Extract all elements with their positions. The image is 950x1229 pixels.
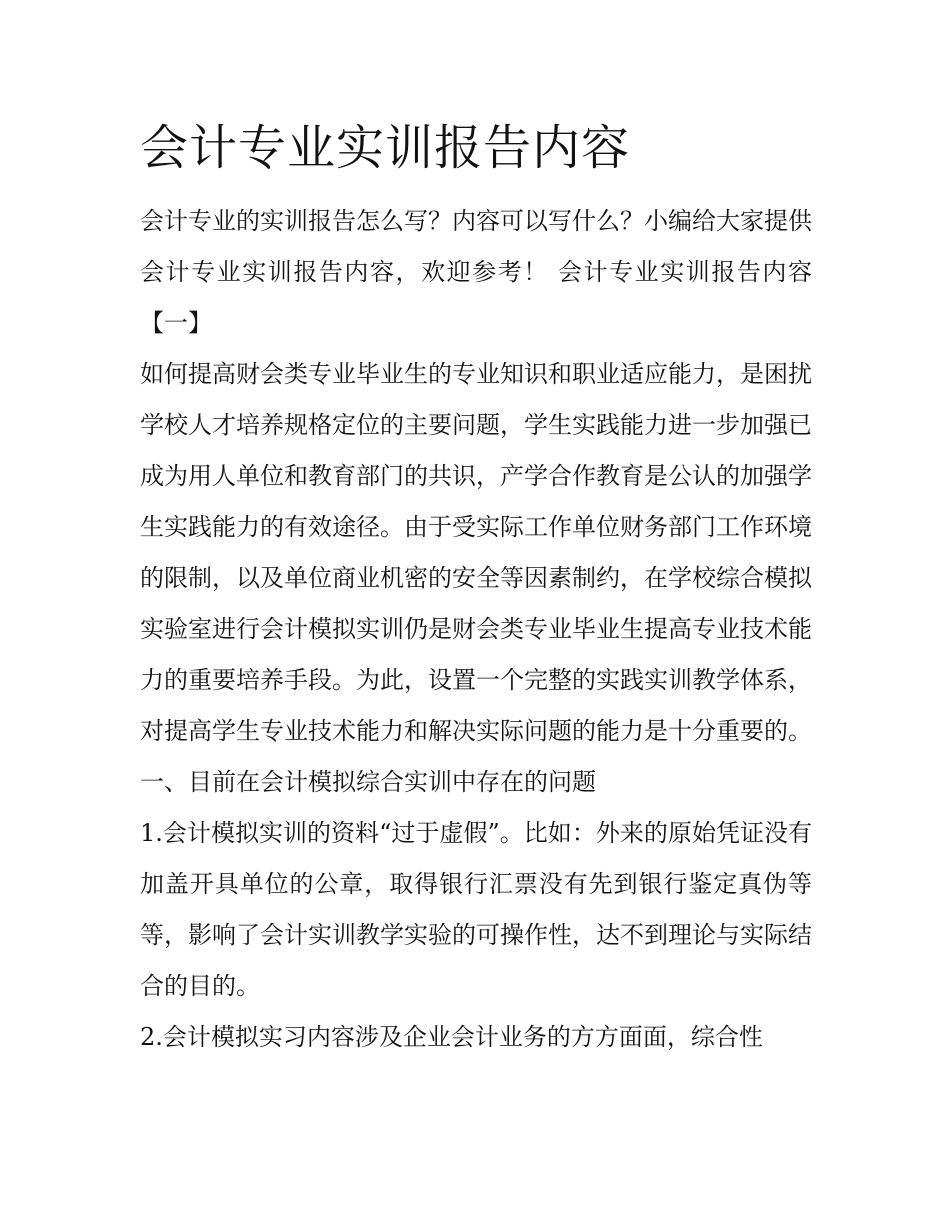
list-item-2: 2.会计模拟实习内容涉及企业会计业务的方方面面，综合性: [140, 1023, 763, 1051]
document-body: [140, 196, 812, 1063]
section-heading: 一、目前在会计模拟综合实训中存在的问题: [140, 768, 596, 796]
paragraph-intro: 会计专业的实训报告怎么写？内容可以写什么？小编给大家提供会计专业实训报告内容，欢迎参考！ 会计专业实训报告内容【一】: [140, 207, 812, 337]
list-item-1: 1.会计模拟实训的资料“过于虚假”。比如：外来的原始凭证没有加盖开具单位的公章，取得银行汇票没有先到银行鉴定真伪等等，影响了会计实训教学实验的可操作性，达不到理论与实际结合的目的。: [140, 819, 812, 1000]
document-title: 会计专业实训报告内容: [140, 120, 631, 176]
paragraph-main: 如何提高财会类专业毕业生的专业知识和职业适应能力，是困扰学校人才培养规格定位的主要问题，学生实践能力进一步加强已成为用人单位和教育部门的共识，产学合作教育是公认的加强学生实践能力的有效途径。由于受实际工作单位财务部门工作环境的限制，以及单位商业机密的安全等因素制约，在学校综合模拟实验室进行会计模拟实训仍是财会类专业毕业生提高专业技术能力的重要培养手段。为此，设置一个完整的实践实训教学体系，对提高学生专业技术能力和解决实际问题的能力是十分重要的。: [140, 360, 812, 745]
